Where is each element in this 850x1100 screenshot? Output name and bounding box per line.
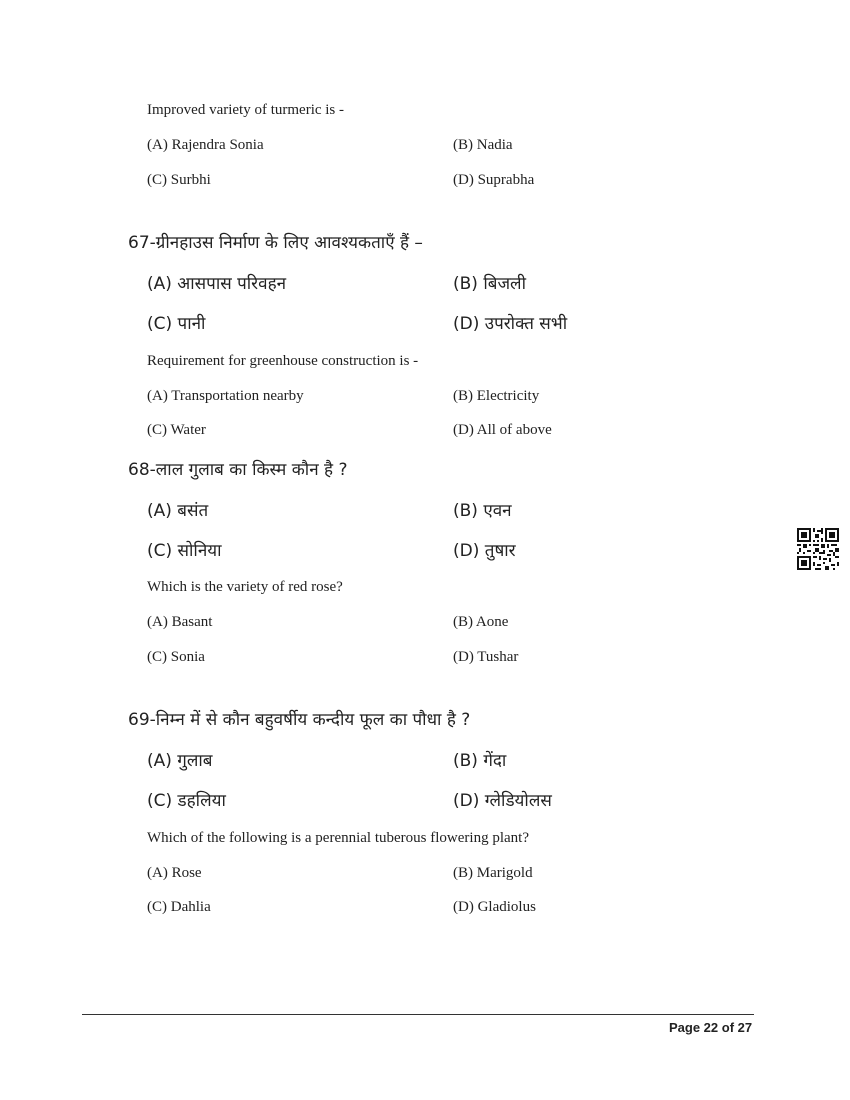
- q67-en-option-d: (D) All of above: [453, 422, 552, 438]
- q69-en-option-c: (C) Dahlia: [147, 899, 211, 915]
- q67-hi-option-d: (D) उपरोक्त सभी: [453, 314, 568, 334]
- q69-hi-option-c: (C) डहलिया: [147, 791, 226, 811]
- q68-hi-question: 68-लाल गुलाब का किस्म कौन है ?: [128, 460, 348, 480]
- q66-en-option-c: (C) Surbhi: [147, 172, 211, 188]
- q68-en-option-a: (A) Basant: [147, 614, 213, 630]
- q68-hi-option-b: (B) एवन: [453, 501, 512, 521]
- q66-en-option-b: (B) Nadia: [453, 137, 513, 153]
- q66-en-option-d: (D) Suprabha: [453, 172, 535, 188]
- q69-hi-question: 69-निम्न में से कौन बहुवर्षीय कन्दीय फूल का पौधा है ?: [128, 710, 471, 730]
- q66-en-question: Improved variety of turmeric is -: [147, 102, 345, 118]
- q67-hi-option-c: (C) पानी: [147, 314, 206, 334]
- q68-hi-option-d: (D) तुषार: [453, 541, 516, 561]
- q67-en-option-c: (C) Water: [147, 422, 206, 438]
- q69-hi-option-a: (A) गुलाब: [147, 751, 213, 771]
- q68-en-question: Which is the variety of red rose?: [147, 579, 343, 595]
- q67-en-option-a: (A) Transportation nearby: [147, 388, 304, 404]
- q66-en-option-a: (A) Rajendra Sonia: [147, 137, 264, 153]
- q69-en-option-b: (B) Marigold: [453, 865, 533, 881]
- q68-en-option-d: (D) Tushar: [453, 649, 519, 665]
- footer-divider: [82, 1014, 754, 1015]
- q67-en-option-b: (B) Electricity: [453, 388, 540, 404]
- q69-hi-option-d: (D) ग्लेडियोलस: [453, 791, 552, 811]
- q67-hi-option-a: (A) आसपास परिवहन: [147, 274, 287, 294]
- qr-code-icon: [797, 528, 839, 570]
- q68-en-option-b: (B) Aone: [453, 614, 509, 630]
- q69-hi-option-b: (B) गेंदा: [453, 751, 507, 771]
- q69-en-option-d: (D) Gladiolus: [453, 899, 536, 915]
- q69-en-question: Which of the following is a perennial tuberous flowering plant?: [147, 830, 529, 846]
- q68-hi-option-c: (C) सोनिया: [147, 541, 222, 561]
- q67-hi-question: 67-ग्रीनहाउस निर्माण के लिए आवश्यकताएँ हैं –: [128, 233, 423, 253]
- q67-en-question: Requirement for greenhouse construction is -: [147, 353, 419, 369]
- q68-hi-option-a: (A) बसंत: [147, 501, 209, 521]
- q67-hi-option-b: (B) बिजली: [453, 274, 526, 294]
- page-number: Page 22 of 27: [669, 1020, 753, 1035]
- q68-en-option-c: (C) Sonia: [147, 649, 205, 665]
- q69-en-option-a: (A) Rose: [147, 865, 202, 881]
